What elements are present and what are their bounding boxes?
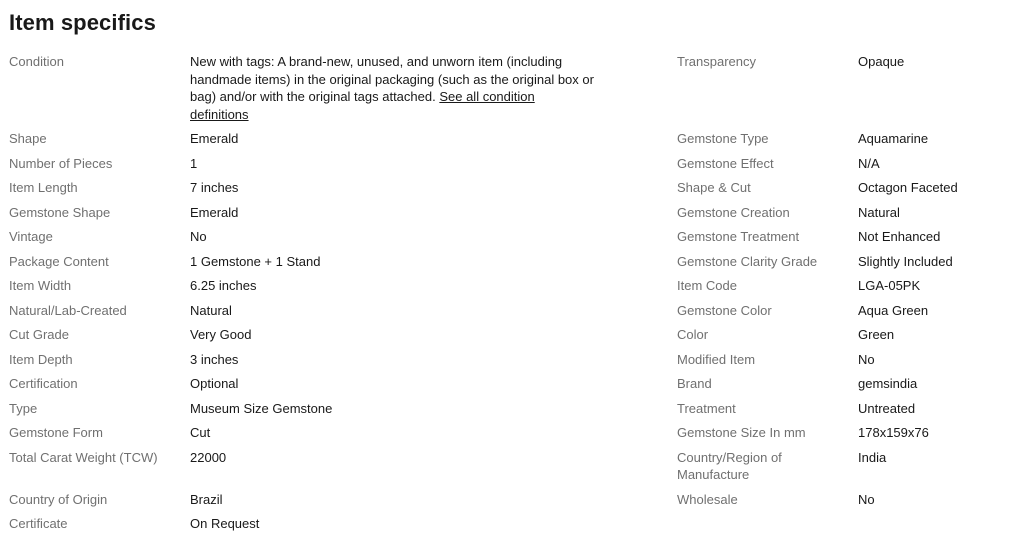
spec-label: Gemstone Size In mm: [677, 425, 806, 440]
spec-value: Emerald: [190, 131, 239, 146]
spec-value: Brazil: [190, 491, 223, 507]
spec-label: Item Code: [677, 278, 737, 293]
spec-row: [0, 424, 1024, 449]
spec-row: [0, 277, 1024, 302]
spec-label: Country/Region of Manufacture: [677, 449, 782, 482]
spec-label: Certificate: [9, 516, 68, 531]
spec-row: [0, 253, 1024, 278]
spec-row: [0, 515, 1024, 540]
spec-value-condition: [190, 53, 595, 123]
spec-row: [0, 326, 1024, 351]
spec-value: 1 Gemstone + 1 Stand: [190, 253, 321, 269]
spec-value: N/A: [858, 155, 880, 171]
spec-value: Aquamarine: [858, 131, 929, 146]
spec-row: [0, 204, 1024, 229]
see-all-condition-definitions-link[interactable]: See all condition definitions: [190, 89, 535, 122]
spec-value: Natural: [190, 302, 232, 318]
spec-label: Gemstone Color: [677, 302, 772, 318]
spec-value: Museum Size Gemstone: [190, 400, 333, 416]
spec-row: [0, 53, 1024, 130]
spec-value: 178x159x76: [858, 425, 929, 440]
spec-label: Shape & Cut: [677, 180, 751, 195]
spec-label: Gemstone Type: [677, 131, 769, 146]
section-title: Item specifics: [9, 10, 156, 35]
spec-label: Brand: [677, 376, 712, 391]
spec-value: No: [858, 351, 875, 367]
spec-value: LGA-05PK: [858, 278, 921, 293]
spec-label: Treatment: [677, 400, 736, 416]
spec-label: Transparency: [677, 54, 756, 69]
spec-row: [0, 179, 1024, 204]
spec-row: [0, 130, 1024, 155]
spec-label: Item Depth: [9, 351, 73, 367]
spec-label: Gemstone Creation: [677, 204, 790, 220]
spec-label: Gemstone Shape: [9, 204, 111, 220]
spec-label: Modified Item: [677, 351, 756, 367]
spec-label: Gemstone Treatment: [677, 229, 800, 244]
spec-value: Natural: [858, 204, 900, 220]
spec-label: Number of Pieces: [9, 155, 113, 171]
spec-row: [0, 302, 1024, 327]
spec-label: Item Length: [9, 180, 78, 195]
spec-row: [0, 400, 1024, 425]
spec-label: Condition: [9, 54, 64, 69]
spec-row: [0, 491, 1024, 516]
spec-label: Wholesale: [677, 491, 738, 507]
spec-value: 7 inches: [190, 180, 239, 195]
spec-value: 3 inches: [190, 351, 239, 367]
spec-row: [0, 351, 1024, 376]
spec-value: Slightly Included: [858, 253, 953, 269]
spec-row: [0, 155, 1024, 180]
spec-value: No: [858, 491, 875, 507]
spec-value: Octagon Faceted: [858, 180, 958, 195]
spec-value: 6.25 inches: [190, 278, 257, 293]
spec-value: Very Good: [190, 327, 252, 342]
spec-label: Item Width: [9, 278, 72, 293]
condition-description: New with tags: A brand-new, unused, and unworn item (including handmade items) in the original packaging (such as the original box or bag) and/or with the original tags attached.: [190, 54, 594, 104]
spec-value: Optional: [190, 376, 239, 391]
spec-label: Type: [9, 400, 38, 416]
spec-value: India: [858, 449, 887, 465]
spec-label: Package Content: [9, 253, 109, 269]
spec-value: 1: [190, 155, 198, 171]
spec-value: Not Enhanced: [858, 229, 941, 244]
spec-row: [0, 449, 1024, 491]
spec-value: Green: [858, 327, 895, 342]
item-specifics-table: [0, 53, 1024, 540]
spec-value: gemsindia: [858, 376, 918, 391]
spec-label: Color: [677, 327, 709, 342]
spec-label: Natural/Lab-Created: [9, 302, 127, 318]
spec-label: Shape: [9, 131, 47, 146]
spec-value: Untreated: [858, 400, 916, 416]
spec-label: Gemstone Clarity Grade: [677, 253, 818, 269]
spec-label: Certification: [9, 376, 78, 391]
spec-row: [0, 228, 1024, 253]
spec-value: Opaque: [858, 54, 905, 69]
spec-value: Emerald: [190, 204, 239, 220]
spec-label: Vintage: [9, 229, 53, 244]
spec-label: Gemstone Effect: [677, 155, 774, 171]
spec-value: No: [190, 229, 207, 244]
spec-label: Country of Origin: [9, 491, 108, 507]
spec-value: 22000: [190, 449, 227, 465]
spec-label: Total Carat Weight (TCW): [9, 449, 158, 465]
spec-row: [0, 375, 1024, 400]
spec-label: Cut Grade: [9, 327, 69, 342]
spec-value: Aqua Green: [858, 302, 929, 318]
spec-value: On Request: [190, 516, 260, 531]
spec-value: Cut: [190, 425, 211, 440]
spec-label: Gemstone Form: [9, 425, 103, 440]
